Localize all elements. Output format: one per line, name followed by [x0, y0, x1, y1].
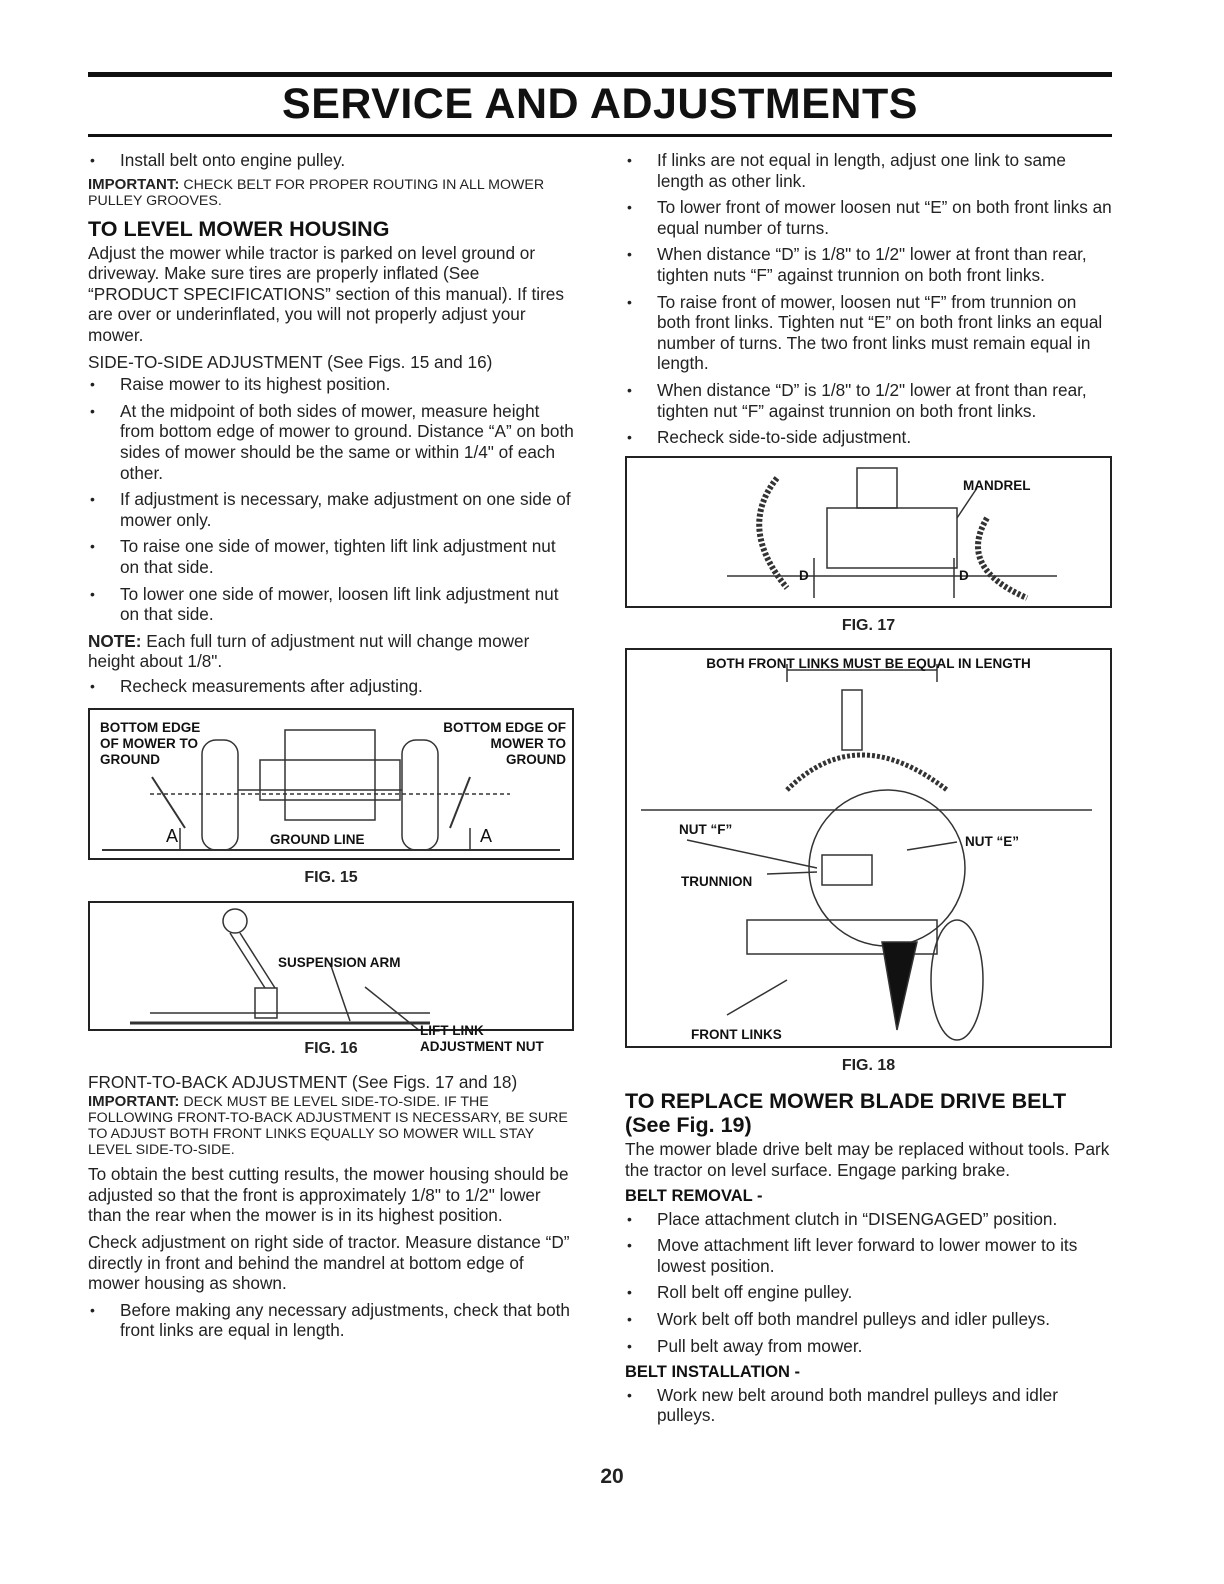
list-item: • If adjustment is necessary, make adjustment on one side of mower only. — [88, 489, 574, 530]
left-column — [88, 150, 574, 1347]
fig18-drawing — [627, 650, 1110, 1046]
list-item-recheck: • Recheck measurements after adjusting. — [88, 676, 574, 697]
fig15-label-left: BOTTOM EDGE OF MOWER TO GROUND — [100, 720, 201, 768]
fig17-caption: FIG. 17 — [841, 616, 896, 634]
fig15-a-right: A — [480, 826, 493, 847]
note — [88, 631, 574, 672]
page-title: SERVICE AND ADJUSTMENTS — [282, 80, 918, 128]
list-item: • Work belt off both mandrel pulleys and idler pulleys. — [625, 1309, 1112, 1330]
list-item: • Work new belt around both mandrel pulleys and idler pulleys. — [625, 1385, 1112, 1426]
header-rule-top — [88, 72, 1112, 77]
right-column — [625, 150, 1112, 1432]
fig17-d-left: D — [799, 567, 809, 583]
important-label: IMPORTANT: — [88, 1093, 180, 1111]
fig18-nut-e-label: NUT “E” — [965, 834, 1019, 850]
best-results-paragraph: To obtain the best cutting results, the mower housing should be adjusted so that the front is approximately 1/8" to 1/2" lower than the rear when the mower is in its highest position. — [88, 1164, 569, 1226]
fig18-caption: FIG. 18 — [841, 1057, 896, 1075]
note-label: NOTE: — [88, 630, 142, 651]
figure-18 — [625, 648, 1112, 1048]
list-item: • If links are not equal in length, adjust one link to same length as other link. — [625, 150, 1112, 191]
fig17-mandrel-label: MANDREL — [963, 477, 1031, 493]
note-text: Each full turn of adjustment nut will change mower height about 1/8". — [88, 630, 530, 672]
replace-intro: The mower blade drive belt may be replaced without tools. Park the tractor on level surface. Engage parking brake. — [625, 1138, 1110, 1180]
heading-belt-installation: BELT INSTALLATION - — [625, 1363, 801, 1382]
list-item: • To lower front of mower loosen nut “E” on both front links an equal number of turns. — [625, 197, 1112, 238]
header-rule-bottom — [88, 134, 1112, 137]
fig18-top-label: BOTH FRONT LINKS MUST BE EQUAL IN LENGTH — [706, 656, 1031, 672]
fig18-nut-f-label: NUT “F” — [679, 822, 733, 838]
list-item: • At the midpoint of both sides of mower, measure height from bottom edge of mower to ground. Distance “A” on both sides of mower should be the same or within 1/4" of each other. — [88, 401, 574, 483]
important-text: DECK MUST BE LEVEL SIDE-TO-SIDE. IF THE FOLLOWING FRONT-TO-BACK ADJUSTMENT IS NECESSARY, BE SURE TO ADJUST BOTH FRONT LINKS EQUALLY SO MOWER WILL STAY LEVEL SIDE-TO-SIDE. — [88, 1094, 568, 1159]
heading-belt-removal: BELT REMOVAL - — [625, 1187, 763, 1206]
level-intro: Adjust the mower while tractor is parked on level ground or driveway. Make sure tires are properly inflated (See “PRODUCT SPECIFICATIONS” section of this manual). If tires are over or underinflated, you will not properly adjust your mower. — [88, 242, 564, 345]
important-text: CHECK BELT FOR PROPER ROUTING IN ALL MOWER PULLEY GROOVES. — [88, 176, 545, 209]
important-note-2 — [88, 1094, 574, 1158]
list-item: • To lower one side of mower, loosen lift link adjustment nut on that side. — [88, 584, 574, 625]
important-label: IMPORTANT: — [88, 175, 180, 193]
fig17-drawing — [627, 458, 1110, 606]
list-item-before: • Before making any necessary adjustments, check that both front links are equal in length. — [88, 1300, 574, 1341]
list-item: • When distance “D” is 1/8" to 1/2" lower at front than rear, tighten nut “F” against trunnion on both front links. — [625, 380, 1112, 421]
list-item: • To raise one side of mower, tighten lift link adjustment nut on that side. — [88, 536, 574, 577]
list-item: • Pull belt away from mower. — [625, 1336, 1112, 1357]
list-item: • Place attachment clutch in “DISENGAGED” position. — [625, 1209, 1112, 1230]
important-note-1 — [88, 177, 574, 209]
fig15-a-left: A — [166, 826, 179, 847]
fig16-caption: FIG. 16 — [304, 1040, 358, 1058]
fig18-front-links-label: FRONT LINKS — [691, 1027, 782, 1043]
fig16-lift-link-label: LIFT LINK ADJUSTMENT NUT — [420, 1023, 544, 1055]
fig17-d-right: D — [959, 567, 969, 583]
list-item: • Roll belt off engine pulley. — [625, 1282, 1112, 1303]
figure-17 — [625, 456, 1112, 608]
heading-level-mower: TO LEVEL MOWER HOUSING — [88, 216, 390, 241]
fig15-ground-line: GROUND LINE — [270, 832, 365, 848]
fig15-label-right: BOTTOM EDGE OF MOWER TO GROUND — [443, 720, 566, 768]
figure-15 — [88, 708, 574, 860]
list-item: • When distance “D” is 1/8" to 1/2" lower at front than rear, tighten nuts “F” against trunnion on both front links. — [625, 244, 1112, 285]
heading-replace-belt: TO REPLACE MOWER BLADE DRIVE BELT (See Fig. 19) — [625, 1088, 1067, 1137]
check-adjustment-paragraph: Check adjustment on right side of tractor. Measure distance “D” directly in front and behind the mandrel at bottom edge of mower housing as shown. — [88, 1232, 570, 1294]
list-item: • Recheck side-to-side adjustment. — [625, 427, 1112, 448]
front-to-back-heading: FRONT-TO-BACK ADJUSTMENT (See Figs. 17 and 18) — [88, 1071, 518, 1092]
fig15-caption: FIG. 15 — [304, 869, 358, 887]
bullet-install-belt: • Install belt onto engine pulley. — [88, 150, 574, 171]
side-to-side-heading: SIDE-TO-SIDE ADJUSTMENT (See Figs. 15 and 16) — [88, 351, 493, 372]
list-item: • Raise mower to its highest position. — [88, 374, 574, 395]
list-item: • To raise front of mower, loosen nut “F” from trunnion on both front links. Tighten nut “E” on both front links an equal number of turns. The two front links must remain equal in length. — [625, 292, 1112, 374]
list-item: • Move attachment lift lever forward to lower mower to its lowest position. — [625, 1235, 1112, 1276]
fig18-trunnion-label: TRUNNION — [681, 874, 753, 890]
fig16-suspension-arm-label: SUSPENSION ARM — [278, 955, 401, 971]
page-number: 20 — [600, 1465, 624, 1488]
